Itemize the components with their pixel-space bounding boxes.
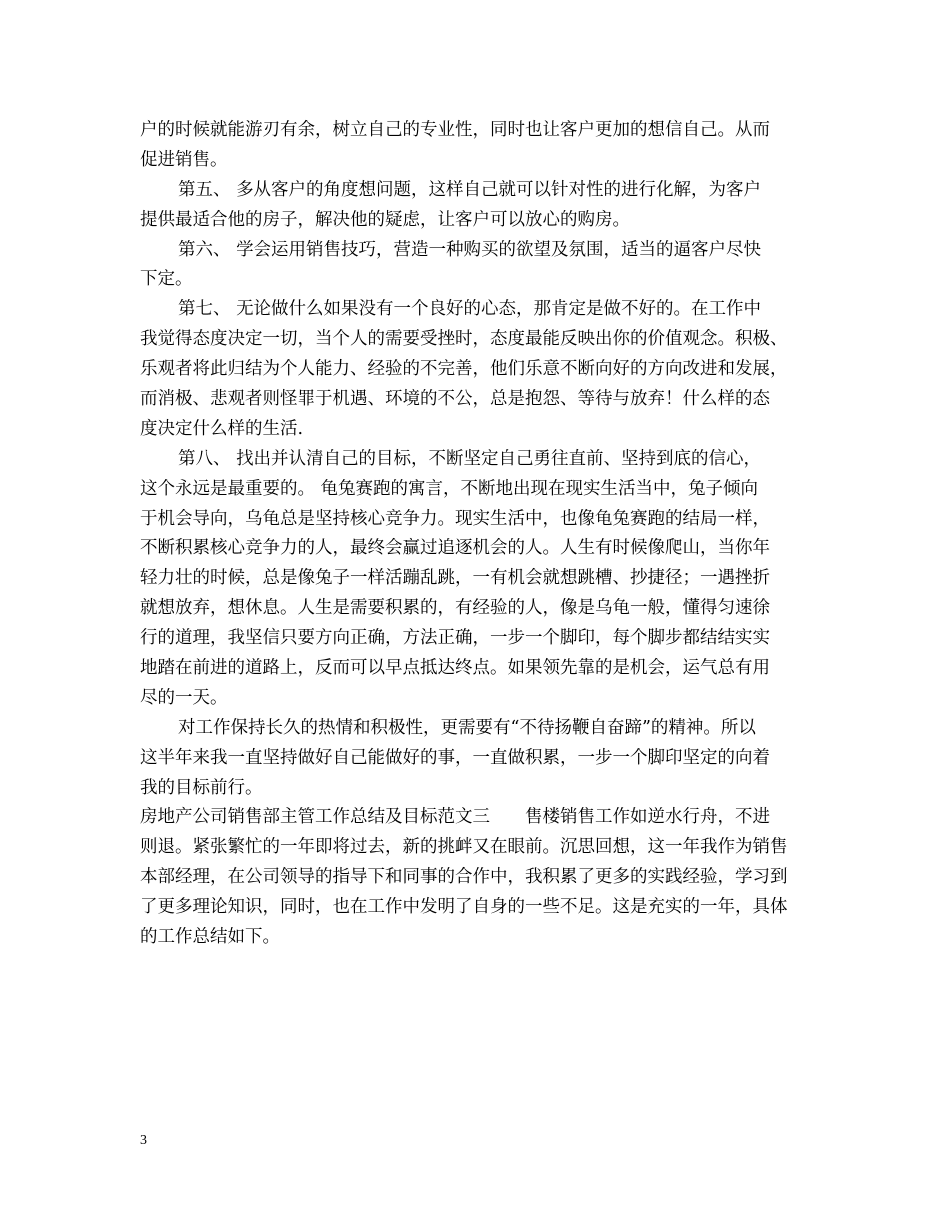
text-line: 这半年来我一直坚持做好自己能做好的事，一直做积累，一步一个脚印坚定的向着: [140, 747, 770, 768]
text-line: 对工作保持长久的热情和积极性，更需要有“不待扬鞭自奋蹄”的精神。所以: [178, 717, 756, 738]
text-line: 这个永远是最重要的。 龟兔赛跑的寓言，不断地出现在现实生活当中，兔子倾向: [140, 478, 759, 499]
text-line: 行的道理，我坚信只要方向正确，方法正确，一步一个脚印，每个脚步都结结实实: [140, 628, 770, 649]
text-line: 轻力壮的时候，总是像兔子一样活蹦乱跳，一有机会就想跳槽、抄捷径；一遇挫折: [140, 568, 770, 589]
text-line: 第七、 无论做什么如果没有一个良好的心态，那肯定是做不好的。在工作中: [178, 299, 762, 320]
text-line: 而消极、悲观者则怪罪于机遇、环境的不公，总是抱怨、等待与放弃！什么样的态: [140, 389, 770, 410]
text-line: 我觉得态度决定一切，当个人的需要受挫时，态度最能反映出你的价值观念。积极、: [140, 329, 788, 350]
text-line: 乐观者将此归结为个人能力、经验的不完善，他们乐意不断向好的方向改进和发展，: [140, 359, 788, 380]
text-line: 尽的一天。: [140, 687, 228, 708]
text-line: 第八、 找出并认清自己的目标，不断坚定自己勇往直前、坚持到底的信心，: [178, 448, 762, 469]
text-line: 第六、 学会运用销售技巧，营造一种购买的欲望及氛围，适当的逼客户尽快: [178, 239, 762, 260]
text-line: 度决定什么样的生活.: [140, 418, 304, 439]
text-line: 下定。: [140, 269, 193, 290]
text-line: 地踏在前进的道路上，反而可以早点抵达终点。如果领先靠的是机会，运气总有用: [140, 658, 770, 679]
text-line: 我的目标前行。: [140, 777, 263, 798]
text-line: 的工作总结如下。: [140, 927, 280, 948]
body-text: [140, 116, 820, 953]
text-line: 了更多理论知识，同时，也在工作中发明了自身的一些不足。这是充实的一年，具体: [140, 897, 788, 918]
text-line: 本部经理，在公司领导的指导下和同事的合作中，我积累了更多的实践经验，学习到: [140, 867, 788, 888]
text-line: 第五、 多从客户的角度想问题，这样自己就可以针对性的进行化解，为客户: [178, 179, 762, 200]
text-line: 促进销售。: [140, 149, 228, 170]
text-line: 户的时候就能游刃有余，树立自己的专业性，同时也让客户更加的想信自己。从而: [140, 120, 770, 140]
text-line: 于机会导向，乌龟总是坚持核心竞争力。现实生活中，也像龟兔赛跑的结局一样，: [140, 508, 770, 529]
text-line: 不断积累核心竞争力的人，最终会赢过追逐机会的人。人生有时候像爬山，当你年: [140, 538, 770, 559]
text-line: 房地产公司销售部主管工作总结及目标范文三 售楼销售工作如逆水行舟，不进: [140, 807, 770, 828]
text-line: 则退。紧张繁忙的一年即将过去，新的挑衅又在眼前。沉思回想，这一年我作为销售: [140, 837, 788, 858]
text-line: 提供最适合他的房子，解决他的疑虑，让客户可以放心的购房。: [140, 209, 630, 230]
page-number: 3: [140, 1133, 147, 1148]
text-line: 就想放弃，想休息。人生是需要积累的，有经验的人，像是乌龟一般，懂得匀速徐: [140, 598, 770, 619]
